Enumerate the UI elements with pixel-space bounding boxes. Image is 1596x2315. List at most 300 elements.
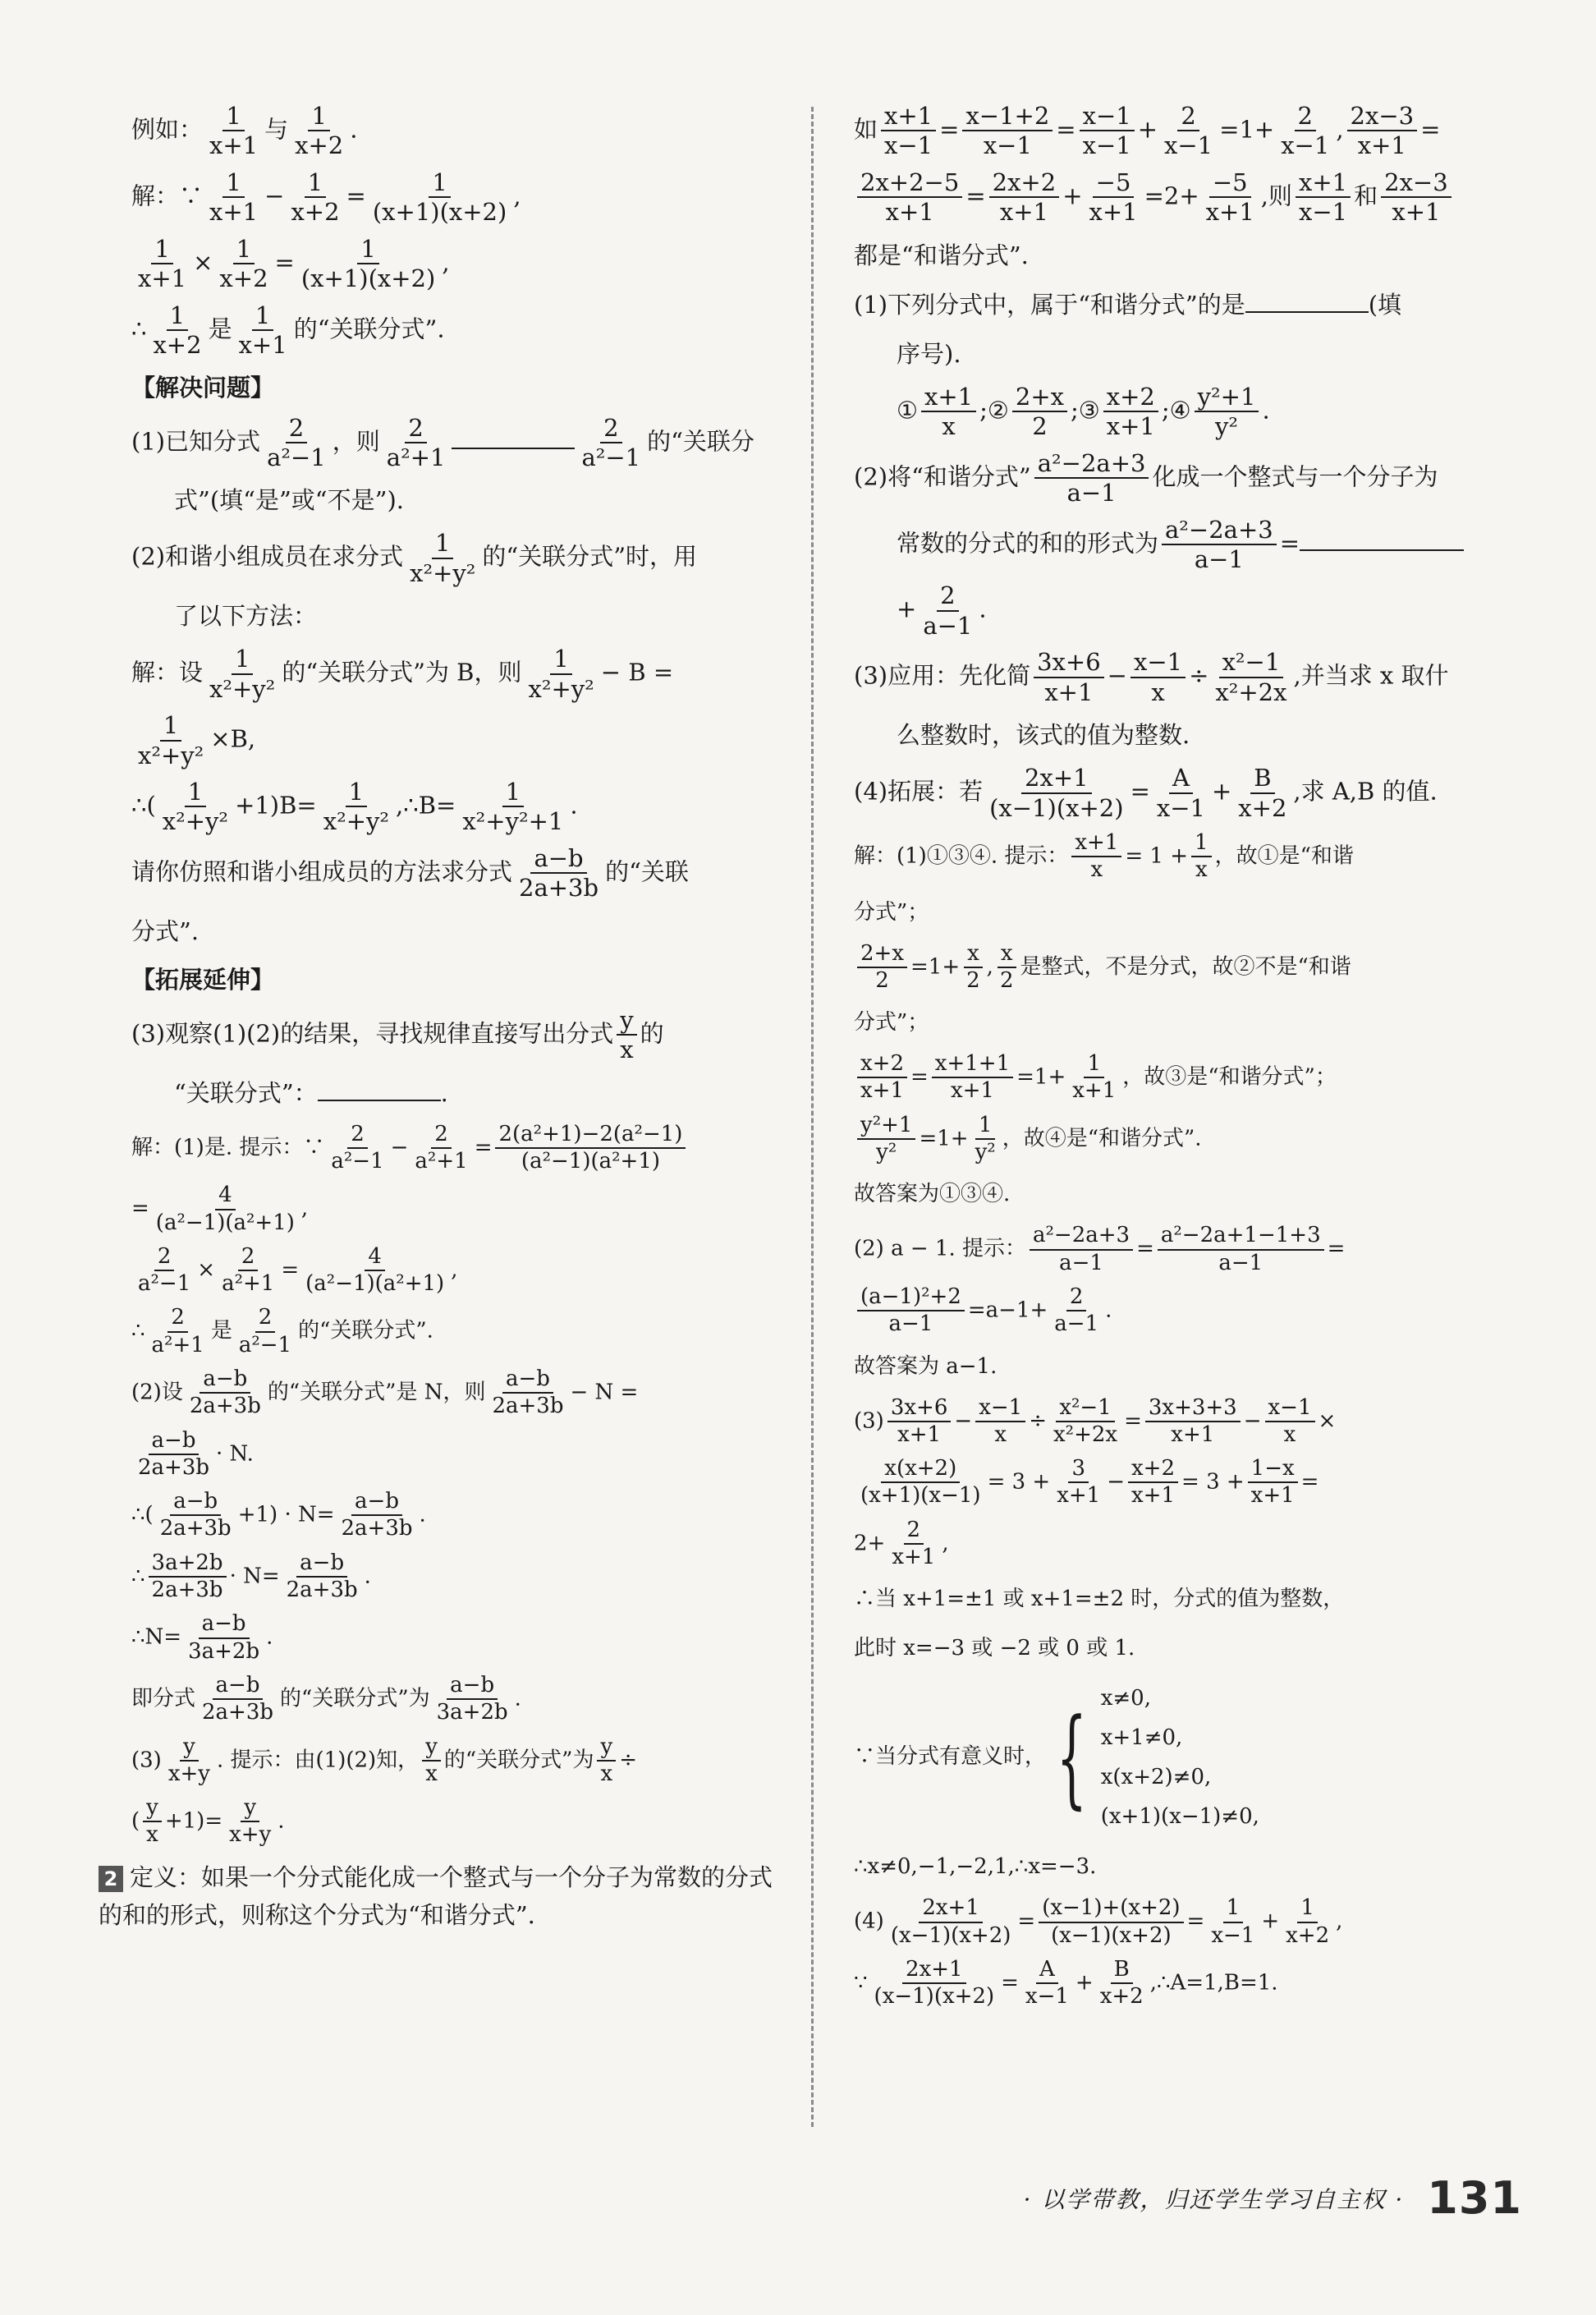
denominator: x+1 — [999, 198, 1048, 227]
denominator: x — [1151, 678, 1165, 706]
text: ,∴A=1,B=1. — [1149, 1970, 1278, 1996]
text: (3) — [854, 1408, 884, 1433]
question-1 — [854, 286, 1511, 324]
numerator: 2 — [255, 1307, 276, 1332]
numerator: y — [241, 1797, 259, 1822]
numerator: x²−1 — [1056, 1397, 1114, 1422]
text: ,∴B= — [396, 791, 456, 820]
text: (3)应用：先化简 — [854, 661, 1031, 690]
text: ，故④是“和谐分式”. — [1002, 1126, 1202, 1151]
text: +1)= — [164, 1808, 223, 1834]
denominator: a²−1 — [138, 1271, 191, 1297]
numerator: 2 — [167, 1307, 188, 1332]
numerator: y — [180, 1736, 199, 1762]
fraction — [302, 1243, 447, 1297]
denominator: 2 — [966, 967, 980, 993]
numerator: y²+1 — [857, 1114, 915, 1140]
denominator: x+1 — [1072, 1078, 1117, 1104]
denominator: x — [1283, 1422, 1296, 1447]
text: ×B, — [210, 724, 256, 753]
numerator: a−b — [351, 1491, 402, 1516]
text: “关联分式”： — [174, 1078, 318, 1107]
fraction — [1161, 103, 1216, 158]
numerator: a−b — [170, 1491, 221, 1516]
fraction — [320, 779, 392, 834]
fraction — [1130, 650, 1186, 705]
denominator: x+1 — [1205, 198, 1254, 227]
text: ∵ — [854, 1970, 868, 1996]
text: + — [1137, 115, 1158, 144]
denominator: x²+y² — [209, 674, 276, 703]
text: . — [514, 1686, 521, 1711]
text: ∵当分式有意义时， — [854, 1744, 1047, 1770]
fraction — [887, 1897, 1015, 1947]
fraction — [516, 843, 602, 903]
text: ÷ — [619, 1747, 637, 1772]
text: = — [939, 115, 960, 144]
numerator: 1 — [357, 237, 378, 264]
question-2 — [131, 531, 788, 586]
fraction — [881, 103, 936, 158]
denominator: x²+y² — [138, 741, 204, 769]
fraction — [1086, 170, 1141, 225]
text: − — [264, 181, 285, 210]
solution-line — [131, 170, 788, 225]
text: ∴( — [131, 791, 156, 820]
fraction — [165, 1736, 213, 1786]
numerator: 1 — [502, 779, 524, 807]
numerator: a−b — [502, 1368, 553, 1394]
denominator: a−1 — [1066, 479, 1117, 508]
fraction — [153, 1184, 298, 1234]
fraction — [226, 1797, 274, 1847]
example-line — [854, 103, 1511, 158]
fraction — [1034, 650, 1104, 705]
answer-line — [854, 940, 1511, 993]
text: =1+ — [910, 953, 961, 979]
numerator: 1 — [160, 713, 181, 741]
denominator: x−1 — [1082, 131, 1131, 160]
denominator: x+1 — [1057, 1483, 1101, 1509]
fraction — [887, 1394, 952, 1447]
answer-line — [131, 1427, 788, 1480]
text: × — [197, 1257, 216, 1283]
numerator: 3 — [1068, 1458, 1089, 1483]
left-column — [99, 99, 788, 1945]
text: = 3 + — [987, 1469, 1051, 1495]
denominator: 2a+3b — [138, 1454, 210, 1480]
fraction — [495, 1123, 686, 1174]
numerator: 1 — [252, 303, 273, 331]
solution-line — [131, 303, 788, 358]
fraction — [986, 765, 1126, 820]
denominator: a²+1 — [386, 443, 446, 471]
fraction — [143, 1797, 162, 1847]
denominator: x−1 — [1164, 131, 1213, 160]
fraction — [199, 1674, 277, 1725]
denominator: x−1 — [1025, 1984, 1069, 2010]
fraction — [989, 170, 1060, 225]
text: 的“关联分式”. — [293, 315, 445, 343]
numerator: x²−1 — [1219, 650, 1284, 678]
fraction — [1012, 384, 1067, 439]
text: , — [442, 248, 450, 277]
answer-blank[interactable] — [452, 426, 575, 449]
denominator: x−1 — [983, 131, 1032, 160]
fraction — [1248, 1458, 1298, 1508]
text: ∴N= — [131, 1624, 182, 1650]
text: . — [419, 1502, 426, 1527]
numerator: 1 — [305, 170, 326, 198]
denominator: x+y — [167, 1761, 210, 1786]
numerator: 2 — [431, 1123, 452, 1149]
denominator: x+2 — [295, 131, 344, 160]
fraction — [921, 384, 976, 439]
fraction — [422, 1736, 441, 1786]
text: (2) a − 1. 提示： — [854, 1236, 1026, 1261]
numerator: −5 — [1093, 170, 1135, 198]
numerator: 2x+1 — [902, 1959, 966, 1984]
numerator: a−b — [447, 1674, 498, 1700]
fraction — [975, 1394, 1025, 1447]
text: (2)和谐小组成员在求分式 — [131, 542, 404, 571]
answer-line — [131, 1307, 788, 1357]
text: = 1 + — [1125, 843, 1189, 869]
denominator: a²−1 — [267, 443, 326, 471]
denominator: x+2 — [1286, 1922, 1330, 1948]
numerator: y — [422, 1736, 441, 1762]
fraction — [185, 1613, 263, 1663]
denominator: x+1 — [1089, 198, 1138, 227]
fraction — [1051, 1286, 1102, 1336]
fraction — [149, 1552, 227, 1602]
answer-line — [854, 1286, 1511, 1336]
text: , — [1336, 1908, 1343, 1934]
text: = — [131, 1196, 149, 1221]
denominator: (x+1)(x+2) — [300, 264, 436, 293]
fraction — [206, 103, 261, 158]
numerator: 3a+2b — [149, 1552, 227, 1578]
answer-line — [854, 1897, 1511, 1947]
denominator: a²−1 — [581, 443, 641, 471]
text: ∴ — [131, 1564, 145, 1589]
numerator: 4 — [365, 1246, 385, 1271]
task-line-cont: 分式”. — [131, 916, 200, 945]
method-line — [131, 779, 788, 834]
numerator: a²−2a+1−1+3 — [1158, 1224, 1324, 1250]
text: = — [1056, 115, 1076, 144]
text: =a−1+ — [967, 1298, 1048, 1323]
text: = — [1420, 115, 1441, 144]
text: 2+ — [854, 1531, 886, 1556]
fraction — [888, 1519, 938, 1569]
denominator: x+1 — [1106, 412, 1155, 441]
numerator: a²−2a+3 — [1034, 451, 1149, 479]
fraction — [1282, 1897, 1332, 1947]
fraction — [1153, 765, 1208, 820]
text: (3) — [131, 1747, 162, 1772]
fraction — [597, 1736, 616, 1786]
text: (1)下列分式中，属于“和谐分式”的是 — [854, 290, 1245, 319]
numerator: x+1 — [881, 103, 936, 131]
column-divider — [811, 107, 814, 2127]
numerator: x+2 — [1103, 384, 1158, 412]
text: . — [364, 1564, 371, 1589]
answer-blank[interactable] — [1300, 528, 1464, 551]
numerator: 1 — [1084, 1053, 1104, 1078]
numerator: 1 — [308, 103, 329, 131]
denominator: x — [146, 1822, 158, 1848]
text: = — [1186, 1908, 1205, 1934]
denominator: x−1 — [1156, 793, 1205, 822]
denominator: y² — [975, 1140, 996, 1165]
answer-line — [854, 1956, 1511, 2010]
numerator: A — [1169, 765, 1193, 793]
text: 的“关联分式”为 — [443, 1747, 594, 1772]
numerator: x+1 — [1071, 832, 1121, 857]
fraction — [406, 531, 479, 586]
fraction — [857, 1114, 915, 1164]
numerator: 2 — [347, 1123, 368, 1149]
numerator: 1 — [222, 170, 244, 198]
numerator: 2 — [600, 416, 621, 443]
text: , — [451, 1257, 458, 1283]
numerator: 2x+1 — [919, 1897, 983, 1922]
numerator: 2x+1 — [1021, 765, 1092, 793]
numerator: 1 — [432, 531, 453, 558]
text: + — [1261, 1908, 1280, 1934]
text: ÷ — [1029, 1408, 1047, 1433]
denominator: x−1 — [1211, 1922, 1255, 1948]
answer-line: 此时 x=−3 或 −2 或 0 或 1. — [854, 1636, 1135, 1661]
denominator: y² — [876, 1140, 897, 1165]
fraction — [369, 170, 510, 225]
numerator: x−1 — [1080, 103, 1135, 131]
text: 的 — [640, 1019, 664, 1048]
denominator: 2a+3b — [519, 874, 599, 903]
denominator: x — [1195, 857, 1208, 883]
answer-line — [854, 1519, 1511, 1569]
text: − — [1107, 661, 1127, 690]
numerator: 2 — [238, 1246, 259, 1271]
denominator: x+1 — [1044, 678, 1094, 706]
denominator: x — [600, 1761, 613, 1786]
fraction — [1030, 1224, 1133, 1275]
denominator: x+1 — [897, 1422, 942, 1447]
answer-line: ∴当 x+1=±1 或 x+1=±2 时，分式的值为整数， — [854, 1587, 1345, 1612]
fraction — [1212, 650, 1290, 705]
fraction — [857, 1458, 984, 1508]
numerator: 1 — [232, 646, 253, 674]
answer-line — [131, 1123, 788, 1174]
denominator: x — [620, 1036, 634, 1064]
text: +1) · N= — [237, 1502, 335, 1527]
fraction — [962, 103, 1053, 158]
text: 如 — [854, 115, 878, 144]
text: ∴( — [131, 1502, 154, 1527]
condition: x≠0, — [1100, 1686, 1151, 1711]
text: + — [1062, 181, 1083, 210]
page-footer — [1024, 2172, 1522, 2224]
text: ;④ — [1161, 396, 1191, 425]
section-heading-solve: 【解决问题】 — [131, 373, 275, 402]
answer-line — [131, 1613, 788, 1663]
numerator: 2 — [1177, 103, 1199, 131]
fraction — [135, 713, 207, 768]
denominator: (x−1)(x+2) — [1051, 1922, 1172, 1948]
text: (3)观察(1)(2)的结果，寻找规律直接写出分式 — [131, 1019, 614, 1048]
numerator: 1 — [1223, 1897, 1244, 1922]
text: . 提示：由(1)(2)知， — [216, 1747, 420, 1772]
denominator: 2a+3b — [151, 1578, 223, 1603]
fraction — [135, 1243, 194, 1297]
numerator: x+2 — [1128, 1458, 1178, 1483]
text: 的“关联分式”. — [298, 1318, 433, 1344]
question-1-options — [854, 384, 1511, 439]
text: · N= — [229, 1564, 280, 1589]
text: ,并当求 x 取什 — [1293, 661, 1449, 690]
fraction — [149, 1307, 208, 1357]
fraction — [1296, 170, 1351, 225]
answer-line — [131, 1491, 788, 1541]
text: . — [440, 1078, 448, 1107]
answer-blank[interactable] — [318, 1078, 441, 1101]
text: 解：(1)是. 提示：∵ — [131, 1134, 325, 1160]
text: (4)拓展：若 — [854, 777, 984, 806]
fraction — [932, 1053, 1013, 1103]
text: ,则 — [1260, 181, 1292, 210]
text: ;② — [979, 396, 1009, 425]
fraction — [857, 1286, 965, 1336]
question-2-cont — [854, 583, 1511, 638]
text: . — [570, 791, 578, 820]
numerator: a−b — [149, 1430, 200, 1455]
text: ( — [131, 1808, 140, 1834]
fraction — [1145, 1394, 1241, 1447]
numerator: x+1+1 — [932, 1053, 1013, 1078]
denominator: x+2 — [1099, 1984, 1144, 2010]
answer-line: 故答案为 a−1. — [854, 1353, 998, 1379]
denominator: (x+1)(x+2) — [372, 198, 507, 227]
question-3 — [854, 650, 1511, 705]
question-3 — [131, 1005, 788, 1064]
question-2-cont: 了以下方法： — [174, 602, 318, 631]
text: =1+ — [1016, 1064, 1066, 1090]
text: ,求 A,B 的值. — [1293, 777, 1438, 806]
numerator: 1 — [1297, 1897, 1318, 1922]
denominator: a−1 — [1059, 1250, 1103, 1275]
text: +1)B= — [235, 791, 317, 820]
numerator: 2+x — [1012, 384, 1067, 412]
numerator: B — [1111, 1959, 1133, 1984]
brace-system — [1046, 1679, 1259, 1836]
text: 的“关联 — [605, 857, 689, 886]
text: =1+ — [919, 1126, 969, 1151]
solution-line — [131, 234, 788, 293]
method-line — [131, 713, 788, 768]
text: = — [1327, 1236, 1346, 1261]
fraction — [1277, 103, 1332, 158]
fraction — [1235, 765, 1290, 820]
fraction — [857, 940, 907, 993]
fraction — [157, 1491, 235, 1541]
denominator: x+1 — [1357, 131, 1406, 160]
text: = — [1136, 1236, 1154, 1261]
text: = — [274, 248, 295, 277]
text: , — [300, 1196, 309, 1221]
problem-2-definition — [99, 1858, 788, 1934]
page-number: 131 — [1427, 2172, 1522, 2224]
denominator: x+2 — [219, 264, 268, 293]
text: 的“关联分式”为 — [280, 1686, 430, 1711]
text: 与 — [264, 115, 289, 144]
text: (填 — [1368, 290, 1402, 319]
fraction — [218, 1243, 277, 1297]
fraction — [1195, 384, 1259, 439]
fraction — [1265, 1394, 1315, 1447]
numerator: x+2 — [857, 1053, 907, 1078]
fraction — [206, 170, 261, 225]
numerator: 1 — [975, 1114, 996, 1140]
numerator: 1 — [1191, 832, 1212, 857]
denominator: x+2 — [291, 198, 340, 227]
numerator: 1 — [185, 779, 206, 807]
text: + — [1211, 777, 1232, 806]
numerator: 1 — [429, 170, 450, 198]
numerator: a−b — [530, 846, 586, 874]
text: (4) — [854, 1908, 884, 1934]
answer-line — [131, 1736, 788, 1786]
denominator: 3a+2b — [188, 1638, 260, 1664]
denominator: (x−1)(x+2) — [874, 1984, 995, 2010]
numerator: 4 — [215, 1184, 236, 1210]
numerator: a−b — [213, 1674, 264, 1700]
denominator: x+1 — [885, 198, 934, 227]
text: =1+ — [1219, 115, 1275, 144]
text: 常数的分式的和的形式为 — [897, 528, 1159, 557]
fraction — [1203, 170, 1258, 225]
fraction — [433, 1674, 511, 1725]
denominator: x+1 — [892, 1545, 936, 1570]
answer-blank[interactable] — [1245, 290, 1369, 313]
numerator: −5 — [1209, 170, 1251, 198]
text: − — [390, 1134, 409, 1160]
fraction — [1039, 1897, 1183, 1947]
fraction — [972, 1114, 999, 1164]
denominator: x — [994, 1422, 1007, 1447]
denominator: 3a+2b — [436, 1700, 508, 1725]
answer-line — [854, 1394, 1511, 1447]
denominator: x−1 — [1281, 131, 1330, 160]
fraction — [871, 1956, 998, 2010]
numerator: 3x+6 — [887, 1397, 952, 1422]
numerator: B — [1250, 765, 1274, 793]
fraction — [383, 413, 449, 471]
text: ，则 — [332, 426, 380, 455]
denominator: 2a+3b — [341, 1516, 413, 1541]
text: , — [942, 1531, 949, 1556]
fraction — [236, 1307, 295, 1357]
denominator: x+1 — [209, 131, 259, 160]
fraction — [1191, 832, 1212, 882]
numerator: x — [998, 943, 1016, 968]
text: = — [346, 181, 366, 210]
answer-line — [131, 1243, 788, 1297]
denominator: x²+2x — [1053, 1422, 1118, 1447]
fraction — [1053, 1458, 1103, 1508]
condition: x+1≠0, — [1100, 1725, 1183, 1751]
denominator: (x−1)(x+2) — [890, 1922, 1011, 1948]
